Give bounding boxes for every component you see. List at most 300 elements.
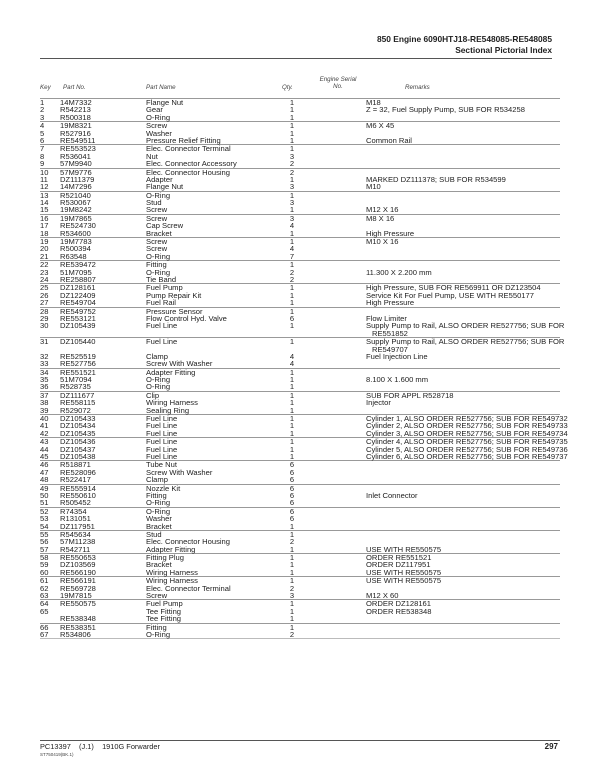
- cell-qty: 2: [289, 583, 295, 593]
- table-row: [40, 585, 560, 592]
- cell-part-name: Screw With Washer: [146, 359, 213, 369]
- cell-key: 54: [40, 521, 49, 531]
- cell-part-no: RE527756: [60, 359, 96, 369]
- table-row: [40, 452, 568, 461]
- table-row: [40, 476, 560, 483]
- cell-part-no: R529072: [60, 405, 91, 415]
- cell-remarks: High Pressure: [366, 228, 415, 238]
- cell-qty: 1: [289, 567, 295, 577]
- table-row: [40, 160, 560, 167]
- cell-part-no: 57M9776: [60, 167, 92, 177]
- cell-remarks: MARKED DZ111378; SUB FOR R534599: [366, 174, 506, 184]
- cell-key: 23: [40, 267, 49, 277]
- cell-remarks: [366, 322, 564, 337]
- cell-remarks: Cylinder 3, ALSO ORDER RE527756; SUB FOR RE549734: [366, 428, 568, 438]
- table-row: [40, 531, 560, 538]
- cell-qty: 6: [289, 313, 295, 323]
- cell-part-no: DZ103569: [60, 560, 96, 570]
- cell-qty: 1: [289, 553, 295, 563]
- cell-qty: 1: [289, 283, 295, 293]
- cell-part-no: DZ117951: [60, 521, 95, 531]
- table-row: [40, 299, 560, 306]
- row-group: [40, 460, 560, 483]
- cell-qty: 1: [289, 228, 295, 238]
- cell-qty: 2: [289, 167, 295, 177]
- page-footer: [40, 742, 160, 757]
- cell-part-name: Nut: [146, 151, 158, 161]
- table-row: [40, 153, 560, 160]
- cell-part-name: Fuel Line: [146, 414, 178, 424]
- cell-qty: 1: [289, 128, 295, 138]
- cell-part-no: R521040: [60, 190, 91, 200]
- cell-key: 37: [40, 390, 49, 400]
- cell-part-name: Flow Control Hyd. Valve: [146, 313, 227, 323]
- cell-key: 38: [40, 398, 49, 408]
- cell-qty: 4: [289, 221, 295, 231]
- cell-part-name: Wiring Harness: [146, 567, 198, 577]
- cell-part-no: R522417: [60, 475, 91, 485]
- cell-part-no: R536041: [60, 151, 91, 161]
- cell-part-no: 19M7865: [60, 213, 92, 223]
- cell-key: 14: [40, 198, 49, 208]
- cell-part-name: Pressure Relief Fitting: [146, 135, 221, 145]
- cell-qty: 1: [289, 205, 295, 215]
- cell-key: 51: [40, 498, 49, 508]
- cell-key: 30: [40, 321, 49, 331]
- cell-qty: 1: [289, 174, 295, 184]
- cell-key: 16: [40, 213, 49, 223]
- cell-part-name: Elec. Connector Housing: [146, 167, 230, 177]
- cell-remarks: M8 X 16: [366, 213, 395, 223]
- cell-key: 3: [40, 112, 45, 122]
- cell-qty: 1: [289, 105, 295, 115]
- cell-key: 22: [40, 260, 49, 270]
- cell-part-name: Fitting Plug: [146, 553, 184, 563]
- cell-key: 44: [40, 444, 49, 454]
- table-row: [40, 114, 560, 121]
- cell-key: 57: [40, 544, 49, 554]
- table-row: [40, 392, 560, 399]
- cell-part-name: Fuel Line: [146, 437, 178, 447]
- table-row: [40, 176, 560, 183]
- table-row: [40, 145, 560, 152]
- remarks-line-2: RE551852: [372, 328, 408, 338]
- cell-remarks: M12 X 60: [366, 591, 399, 601]
- row-group: [40, 337, 565, 369]
- cell-qty: 1: [289, 452, 295, 461]
- cell-part-no: RE551521: [60, 367, 96, 377]
- cell-qty: 1: [289, 382, 295, 392]
- cell-qty: 1: [289, 298, 295, 308]
- cell-part-no: RE553121: [60, 313, 96, 323]
- cell-remarks: Inlet Connector: [366, 490, 418, 500]
- table-row: [40, 546, 560, 553]
- table-row: [40, 369, 560, 376]
- cell-part-name: Screw: [146, 244, 168, 254]
- cell-key: 53: [40, 514, 49, 524]
- table-row: [40, 569, 560, 576]
- cell-part-no: RE555914: [60, 483, 96, 493]
- cell-key: 12: [40, 182, 49, 192]
- cell-part-name: O-Ring: [146, 251, 171, 261]
- cell-remarks: Flow Limiter: [366, 313, 407, 323]
- col-part-no: Part No.: [63, 84, 86, 91]
- cell-key: 31: [40, 337, 49, 347]
- cell-part-name: Bracket: [146, 560, 172, 570]
- cell-part-no: RE569728: [60, 583, 96, 593]
- cell-part-no: 14M7296: [60, 182, 92, 192]
- parts-table: [40, 98, 568, 639]
- cell-key: 42: [40, 428, 49, 438]
- row-group: [40, 98, 560, 121]
- row-group: [40, 214, 560, 237]
- cell-part-name: Gear: [146, 105, 163, 115]
- cell-remarks: M10: [366, 182, 381, 192]
- cell-part-no: R528735: [60, 382, 91, 392]
- cell-part-no: R63548: [60, 251, 87, 261]
- cell-remarks: [366, 338, 564, 353]
- cell-qty: 1: [289, 622, 295, 632]
- cell-qty: 1: [289, 144, 295, 154]
- cell-qty: 1: [289, 390, 295, 400]
- remarks-line-1: Supply Pump to Rail, ALSO ORDER RE527756; SUB FOR: [366, 321, 565, 331]
- cell-remarks: 11.300 X 2.200 mm: [366, 267, 432, 277]
- cell-qty: 6: [289, 467, 295, 477]
- cell-part-no: R527916: [60, 128, 91, 138]
- cell-key: 48: [40, 475, 49, 485]
- table-row: [40, 499, 560, 506]
- cell-key: 17: [40, 221, 49, 231]
- cell-qty: 1: [289, 337, 295, 347]
- cell-key: 61: [40, 576, 49, 586]
- cell-part-no: DZ111677: [60, 390, 95, 400]
- table-row: [40, 561, 560, 568]
- cell-part-no: DZ105434: [60, 421, 96, 431]
- cell-part-name: Nozzle Kit: [146, 483, 181, 493]
- cell-qty: 6: [289, 490, 295, 500]
- table-row: [40, 292, 560, 299]
- cell-part-name: Tie Band: [146, 274, 177, 284]
- cell-key: 58: [40, 553, 49, 563]
- cell-key: 34: [40, 367, 49, 377]
- cell-part-no: RE539472: [60, 260, 96, 270]
- table-row: [40, 183, 560, 190]
- table-row: [40, 485, 560, 492]
- cell-part-no: RE553523: [60, 144, 96, 154]
- col-key: Key: [40, 84, 51, 91]
- cell-part-name: Stud: [146, 198, 162, 208]
- cell-qty: 3: [289, 213, 295, 223]
- cell-qty: 3: [289, 198, 295, 208]
- cell-part-no: RE550610: [60, 490, 96, 500]
- cell-part-name: O-Ring: [146, 112, 171, 122]
- cell-part-no: DZ105437: [60, 444, 96, 454]
- cell-qty: 6: [289, 483, 295, 493]
- table-row: [40, 615, 560, 622]
- remarks-line-1: Supply Pump to Rail, ALSO ORDER RE527756; SUB FOR: [366, 337, 565, 347]
- table-row: [40, 192, 560, 199]
- row-group: [40, 168, 560, 191]
- cell-remarks: Fuel Injection Line: [366, 351, 428, 361]
- row-group: [40, 507, 560, 530]
- cell-key: 29: [40, 313, 49, 323]
- cell-part-name: Screw: [146, 121, 168, 131]
- cell-qty: 1: [289, 112, 295, 122]
- cell-part-no: DZ122409: [60, 290, 96, 300]
- row-group: [40, 144, 560, 167]
- cell-part-name: Washer: [146, 514, 172, 524]
- cell-remarks: Cylinder 5, ALSO ORDER RE527756; SUB FOR RE549736: [366, 444, 568, 454]
- row-group: [40, 121, 560, 144]
- cell-key: 25: [40, 283, 49, 293]
- cell-qty: 4: [289, 359, 295, 369]
- cell-part-no: R530067: [60, 198, 91, 208]
- cell-key: 1: [40, 98, 45, 107]
- row-group: [40, 484, 560, 507]
- cell-key: 64: [40, 599, 49, 609]
- cell-part-name: Adapter: [146, 174, 173, 184]
- cell-qty: 2: [289, 159, 295, 169]
- cell-qty: 1: [289, 290, 295, 300]
- cell-remarks: ORDER RE551521: [366, 553, 432, 563]
- cell-part-no: 51M7095: [60, 267, 92, 277]
- cell-qty: 1: [289, 521, 295, 531]
- table-row: [40, 383, 560, 390]
- cell-qty: 1: [289, 544, 295, 554]
- cell-key: 67: [40, 629, 49, 639]
- cell-part-name: Screw With Washer: [146, 467, 213, 477]
- cell-part-no: RE524730: [60, 221, 96, 231]
- cell-qty: 1: [289, 576, 295, 586]
- cell-part-name: Pump Repair Kit: [146, 290, 202, 300]
- cell-part-no: RE525519: [60, 351, 96, 361]
- cell-part-name: Bracket: [146, 228, 172, 238]
- cell-part-name: Flange Nut: [146, 98, 184, 107]
- cell-qty: 1: [289, 121, 295, 131]
- cell-remarks: Cylinder 2, ALSO ORDER RE527756; SUB FOR RE549733: [366, 421, 568, 431]
- row-group: [40, 283, 560, 306]
- cell-key: 2: [40, 105, 45, 115]
- table-row: [40, 199, 560, 206]
- table-row: [40, 469, 560, 476]
- cell-part-no: DZ105439: [60, 321, 96, 331]
- table-row: [40, 353, 560, 360]
- table-row: [40, 308, 560, 315]
- cell-key: 20: [40, 244, 49, 254]
- cell-part-no: R542711: [60, 544, 91, 554]
- cell-key: 40: [40, 414, 49, 424]
- doc-code: PC13397: [40, 742, 71, 751]
- cell-key: 18: [40, 228, 49, 238]
- cell-part-no: R518871: [60, 460, 91, 470]
- cell-part-name: Tee Fitting: [146, 606, 182, 616]
- cell-remarks: ORDER RE538348: [366, 606, 432, 616]
- cell-part-name: Fitting: [146, 622, 167, 632]
- cell-qty: 7: [289, 251, 295, 261]
- cell-key: 28: [40, 306, 49, 316]
- cell-remarks: SUB FOR APPL R528718: [366, 390, 454, 400]
- cell-part-no: R534806: [60, 629, 91, 639]
- header-title: 850 Engine 6090HTJ18-RE548085-RE548085: [376, 34, 552, 44]
- table-row: [40, 600, 560, 607]
- cell-qty: 1: [289, 614, 295, 624]
- cell-qty: 1: [289, 560, 295, 570]
- table-row: [40, 461, 560, 468]
- cell-part-no: R131051: [60, 514, 91, 524]
- cell-key: 27: [40, 298, 49, 308]
- table-row: [40, 508, 560, 515]
- cell-qty: 1: [289, 414, 295, 424]
- table-row: [40, 538, 560, 545]
- cell-qty: 4: [289, 244, 295, 254]
- cell-part-no: RE558115: [60, 398, 96, 408]
- table-row: [40, 515, 560, 522]
- table-row: [40, 261, 560, 268]
- cell-key: 50: [40, 490, 49, 500]
- cell-remarks: USE WITH RE550575: [366, 544, 442, 554]
- cell-remarks: USE WITH RE550575: [366, 567, 442, 577]
- table-row: [40, 230, 560, 237]
- cell-remarks: Cylinder 1, ALSO ORDER RE527756; SUB FOR RE549732: [366, 414, 568, 424]
- column-headers: [40, 72, 552, 96]
- cell-part-name: O-Ring: [146, 190, 171, 200]
- table-row: [40, 428, 568, 438]
- cell-part-no: 19M8242: [60, 205, 92, 215]
- cell-part-name: Elec. Connector Terminal: [146, 144, 231, 154]
- table-row: [40, 269, 560, 276]
- cell-part-name: Clamp: [146, 351, 168, 361]
- cell-part-no: R534600: [60, 228, 91, 238]
- cell-key: 52: [40, 506, 49, 516]
- cell-key: 60: [40, 567, 49, 577]
- cell-qty: 1: [289, 321, 295, 331]
- cell-key: 33: [40, 359, 49, 369]
- cell-part-no: DZ105433: [60, 414, 96, 424]
- cell-qty: 1: [289, 405, 295, 415]
- row-group: [40, 599, 560, 622]
- cell-remarks: M10 X 16: [366, 237, 399, 247]
- revision: (J.1): [79, 742, 94, 751]
- cell-key: 8: [40, 151, 45, 161]
- cell-part-name: O-Ring: [146, 498, 171, 508]
- header-subtitle: Sectional Pictorial Index: [455, 45, 552, 55]
- table-row: [40, 222, 560, 229]
- row-group: [40, 437, 568, 461]
- cell-part-no: DZ105440: [60, 337, 96, 347]
- cell-part-name: Flange Nut: [146, 182, 184, 192]
- table-row: [40, 592, 560, 599]
- col-engine-serial: Engine Serial No.: [319, 76, 357, 90]
- cell-part-no: DZ111379: [60, 174, 95, 184]
- cell-qty: 2: [289, 274, 295, 284]
- cell-part-name: Stud: [146, 529, 162, 539]
- table-row: [40, 608, 560, 615]
- cell-part-name: Screw: [146, 205, 168, 215]
- cell-key: 6: [40, 135, 45, 145]
- cell-qty: 1: [289, 599, 295, 609]
- cell-part-name: Fuel Line: [146, 428, 178, 438]
- cell-part-name: Fuel Pump: [146, 599, 183, 609]
- cell-part-name: Wiring Harness: [146, 398, 198, 408]
- cell-qty: 1: [289, 98, 295, 107]
- cell-key: 63: [40, 591, 49, 601]
- cell-part-name: Wiring Harness: [146, 576, 198, 586]
- row-group: [40, 576, 560, 599]
- cell-part-name: Fitting: [146, 260, 167, 270]
- row-group: [40, 553, 560, 576]
- cell-part-name: Adapter Fitting: [146, 544, 196, 554]
- cell-qty: 3: [289, 182, 295, 192]
- cell-part-no: R74354: [60, 506, 87, 516]
- cell-remarks: Z = 32, Fuel Supply Pump, SUB FOR R534258: [366, 105, 525, 115]
- col-part-name: Part Name: [146, 84, 176, 91]
- cell-remarks: High Pressure: [366, 298, 415, 308]
- cell-part-no: R500318: [60, 112, 91, 122]
- cell-remarks: ORDER DZ128161: [366, 599, 431, 609]
- cell-part-no: RE549752: [60, 306, 96, 316]
- cell-qty: 3: [289, 591, 295, 601]
- cell-remarks: Injector: [366, 398, 391, 408]
- table-row: [40, 215, 560, 222]
- cell-qty: 3: [289, 151, 295, 161]
- cell-qty: 1: [289, 398, 295, 408]
- cell-part-no: RE566191: [60, 576, 96, 586]
- cell-qty: 6: [289, 514, 295, 524]
- cell-qty: 1: [289, 260, 295, 270]
- row-group: [40, 260, 560, 283]
- table-row: [40, 376, 560, 383]
- table-row: [40, 245, 560, 252]
- table-row: [40, 137, 560, 144]
- cell-qty: 1: [289, 367, 295, 377]
- cell-remarks: Common Rail: [366, 135, 412, 145]
- cell-part-no: 19M7815: [60, 591, 92, 601]
- cell-part-no: RE550653: [60, 553, 96, 563]
- cell-part-no: RE549704: [60, 298, 96, 308]
- remarks-line-2: RE549707: [372, 344, 408, 354]
- cell-qty: 6: [289, 460, 295, 470]
- table-row: [40, 523, 560, 530]
- cell-part-name: Tube Nut: [146, 460, 177, 470]
- cell-part-name: Elec. Connector Housing: [146, 537, 230, 547]
- cell-part-name: Fitting: [146, 490, 167, 500]
- cell-qty: 1: [289, 606, 295, 616]
- cell-key: 21: [40, 251, 49, 261]
- cell-part-no: 19M7783: [60, 237, 92, 247]
- cell-key: 49: [40, 483, 49, 493]
- cell-qty: 1: [289, 437, 295, 447]
- cell-remarks: M18: [366, 98, 381, 107]
- cell-key: 46: [40, 460, 49, 470]
- table-row: [40, 238, 560, 245]
- table-row: [40, 492, 560, 499]
- cell-part-name: Sealing Ring: [146, 405, 190, 415]
- cell-key: 36: [40, 382, 49, 392]
- table-row: [40, 321, 565, 338]
- cell-part-no: RE528096: [60, 467, 96, 477]
- cell-key: 41: [40, 421, 49, 431]
- table-row: [40, 631, 560, 638]
- cell-qty: 1: [289, 421, 295, 431]
- cell-part-no: RE550575: [60, 599, 96, 609]
- cell-key: 45: [40, 452, 49, 461]
- cell-part-no: 19M8321: [60, 121, 92, 131]
- cell-part-name: Pressure Sensor: [146, 306, 203, 316]
- cell-part-no: R500394: [60, 244, 91, 254]
- cell-key: 59: [40, 560, 49, 570]
- cell-key: 15: [40, 205, 49, 215]
- cell-qty: 1: [289, 135, 295, 145]
